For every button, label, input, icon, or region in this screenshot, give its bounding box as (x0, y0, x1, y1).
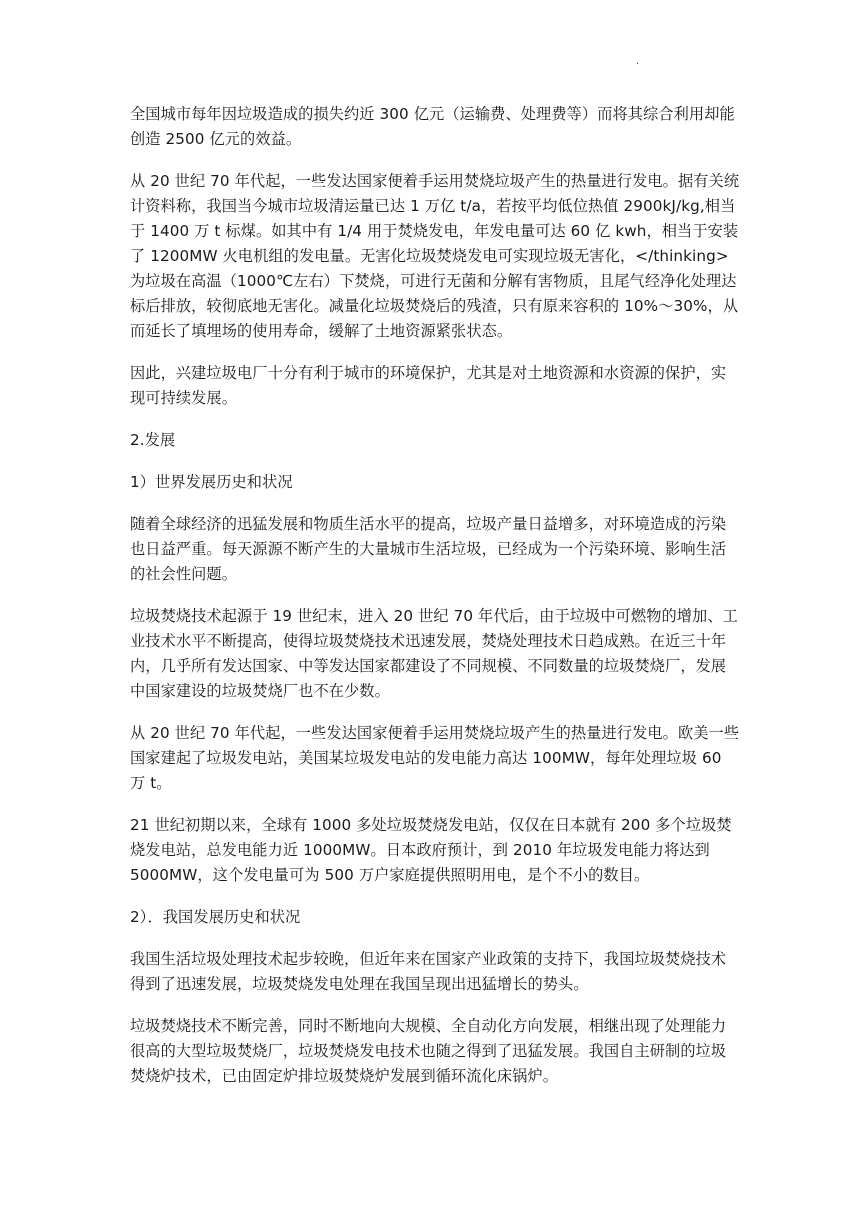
section-heading-development: 2.发展 (130, 431, 176, 449)
paragraph-losses: 全国城市每年因垃圾造成的损失约近 300 亿元（运输费、处理费等）而将其综合利用却能创造 2500 亿元的效益。 (130, 105, 735, 148)
subheading-world: 1）世界发展历史和状况 (130, 473, 293, 491)
paragraph-china-technology: 垃圾焚烧技术不断完善，同时不断地向大规模、全自动化方向发展，相继出现了处理能力很高的大型垃圾焚烧厂，垃圾焚烧发电技术也随之得到了迅猛发展。我国自主研制的垃圾焚烧炉技术，已由固定炉排垃圾焚烧炉发展到循环流化床锅炉。 (130, 1017, 727, 1085)
paragraph-environment: 因此，兴建垃圾电厂十分有利于城市的环境保护，尤其是对土地资源和水资源的保护，实现可持续发展。 (130, 364, 727, 407)
paragraph-global-growth: 随着全球经济的迅猛发展和物质生活水平的提高，垃圾产量日益增多，对环境造成的污染也日益严重。每天源源不断产生的大量城市生活垃圾，已经成为一个污染环境、影响生活的社会性问题。 (130, 515, 727, 583)
document-body (130, 102, 740, 1106)
paragraph-incineration-origin: 垃圾焚烧技术起源于 19 世纪末，进入 20 世纪 70 年代后，由于垃圾中可燃物的增加、工业技术水平不断提高，使得垃圾焚烧技术迅速发展，焚烧处理技术日趋成熟。在近三十年内，几乎所有发达国家、中等发达国家都建设了不同规模、不同数量的垃圾焚烧厂，发展中国家建设的垃圾焚烧厂也不在少数。 (130, 607, 738, 700)
paragraph-china-start: 我国生活垃圾处理技术起步较晚，但近年来在国家产业政策的支持下，我国垃圾焚烧技术得到了迅速发展，垃圾焚烧发电处理在我国呈现出迅猛增长的势头。 (130, 950, 727, 993)
subheading-china: 2）．我国发展历史和状况 (130, 908, 301, 926)
paragraph-western-plants: 从 20 世纪 70 年代起，一些发达国家便着手运用焚烧垃圾产生的热量进行发电。欧美一些国家建起了垃圾发电站，美国某垃圾发电站的发电能力高达 100MW，每年处理垃圾 60 万 t。 (130, 724, 740, 792)
header-mark: . (636, 56, 640, 67)
paragraph-21st-century: 21 世纪初期以来，全球有 1000 多处垃圾焚烧发电站，仅仅在日本就有 200 多个垃圾焚烧发电站，总发电能力近 1000MW。日本政府预计，到 2010 年垃圾发电能力将达到 5000MW，这个发电量可为 500 万户家庭提供照明用电，是个不小的数目。 (130, 816, 732, 884)
paragraph-power-generation: 从 20 世纪 70 年代起，一些发达国家便着手运用焚烧垃圾产生的热量进行发电。据有关统计资料称，我国当今城市垃圾清运量已达 1 万亿 t/a，若按平均低位热值 2900kJ/kg,相当于 1400 万 t 标煤。如其中有 1/4 用于焚烧发电，年发电量可达 60 亿 kwh，相当于安装了 1200MW 火电机组的发电量。无害化垃圾焚烧发电可实现垃圾无害化，</thinking>为垃圾在高温（1000℃左右）下焚烧，可进行无菌和分解有害物质，且尾气经净化处理达标后排放，较彻底地无害化。减量化垃圾焚烧后的残渣，只有原来容积的 10%～30%，从而延长了填埋场的使用寿命，缓解了土地资源紧张状态。 (130, 172, 740, 340)
